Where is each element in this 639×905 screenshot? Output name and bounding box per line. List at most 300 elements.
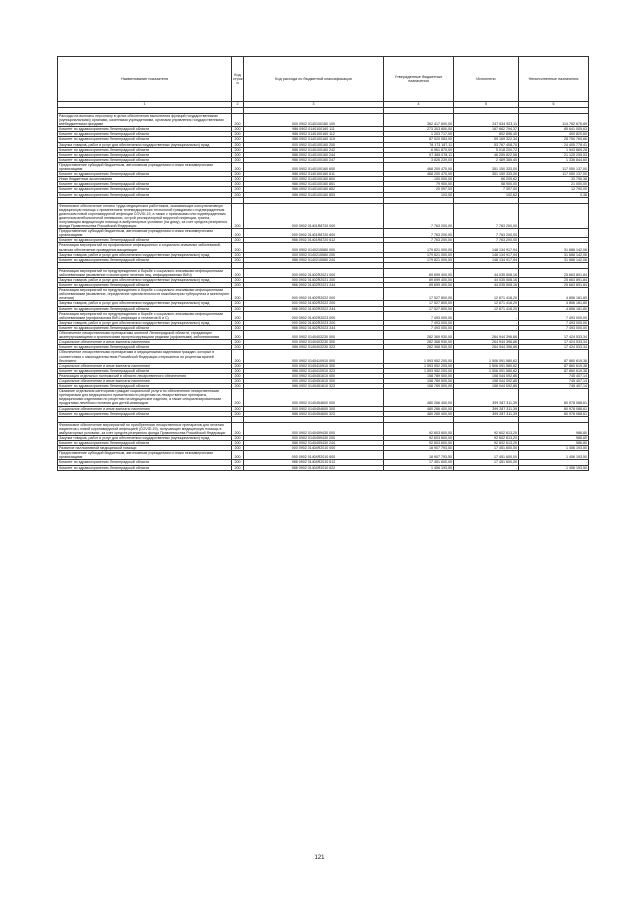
unexecuted-amount-cell: 87 860 619,38 <box>519 368 589 373</box>
unexecuted-amount-cell: 745 407,14 <box>519 384 589 389</box>
row-name-cell: Реализация мероприятий по предупреждению и борьбе с социально значимыми инфекционными заболеваниями (профилактика ВИЧ-инфекции и гепатитов В и С) <box>58 311 232 320</box>
budget-code-cell: 000 0902 01402R2022 200 <box>244 301 384 306</box>
table-row <box>58 229 589 238</box>
row-code-cell: 200 <box>232 422 244 435</box>
executed-amount-cell: 12 671 418,20 <box>454 306 519 311</box>
approved-amount-cell: 1 203 717,00 <box>384 132 454 137</box>
unexecuted-amount-cell: 986,80 <box>519 422 589 435</box>
row-code-cell: 200 <box>232 411 244 416</box>
budget-code-cell: 000 0902 0140454600 300 <box>244 406 384 411</box>
approved-amount-cell: 7 493 000,00 <box>384 325 454 330</box>
table-row <box>58 152 589 157</box>
column-number: 3 <box>244 102 384 108</box>
row-code-cell: 200 <box>232 278 244 283</box>
unexecuted-amount-cell: 745 407,14 <box>519 373 589 378</box>
row-name-cell: Комитет по здравоохранению Ленинградской области <box>58 460 232 465</box>
unexecuted-amount-cell: 117 050 137,00 <box>519 172 589 177</box>
approved-amount-cell: 92 603 600,00 <box>384 436 454 441</box>
executed-amount-cell: 148 134 917,94 <box>454 243 519 252</box>
column-header: Утвержденные бюджетные назначения <box>384 57 454 102</box>
row-name-cell: Иные бюджетные ассигнования <box>58 177 232 182</box>
row-name-cell: Комитет по здравоохранению Ленинградской области <box>58 147 232 152</box>
unexecuted-amount-cell: 12 790,00 <box>519 187 589 192</box>
executed-amount-cell: 351 150 333,00 <box>454 172 519 177</box>
approved-amount-cell: 282 368 930,00 <box>384 340 454 345</box>
table-row <box>58 114 589 127</box>
budget-code-cell: 000 0902 01401R8720 000 <box>244 203 384 229</box>
row-code-cell: 200 <box>232 436 244 441</box>
column-number: 5 <box>454 102 519 108</box>
budget-code-cell: 986 0902 01404R2010 622 <box>244 465 384 470</box>
row-code-cell: 200 <box>232 114 244 127</box>
row-name-cell: Комитет по здравоохранению Ленинградской области <box>58 384 232 389</box>
table-row <box>58 378 589 383</box>
executed-amount-cell: - <box>454 311 519 320</box>
column-number: 4 <box>384 102 454 108</box>
approved-amount-cell: 480 265 400,00 <box>384 411 454 416</box>
unexecuted-amount-cell: 25 663 891,84 <box>519 278 589 283</box>
row-code-cell: 200 <box>232 257 244 262</box>
table-row <box>58 411 589 416</box>
table-row <box>58 268 589 277</box>
row-code-cell: 200 <box>232 378 244 383</box>
unexecuted-amount-cell: 31 686 142,06 <box>519 257 589 262</box>
approved-amount-cell: 158 789 500,00 <box>384 373 454 378</box>
executed-amount-cell: 44 035 508,16 <box>454 268 519 277</box>
budget-code-cell: 000 0902 0140451610 000 <box>244 373 384 378</box>
unexecuted-amount-cell: - <box>519 203 589 229</box>
approved-amount-cell: 179 821 000,00 <box>384 252 454 257</box>
table-row <box>58 451 589 460</box>
budget-code-cell: 000 0902 01404R2010 000 <box>244 446 384 451</box>
budget-code-cell: 000 0902 01402R2023 000 <box>244 311 384 320</box>
executed-amount-cell: - <box>454 465 519 470</box>
row-name-cell: Комитет по здравоохранению Ленинградской области <box>58 283 232 288</box>
unexecuted-amount-cell: 7 493 000,00 <box>519 311 589 320</box>
row-name-cell: Комитет по здравоохранению Ленинградской области <box>58 368 232 373</box>
executed-amount-cell: 17 451 600,00 <box>454 460 519 465</box>
approved-amount-cell: 103,00 <box>384 192 454 197</box>
executed-amount-cell: 46 259 822,58 <box>454 152 519 157</box>
budget-code-cell: 986 0902 01401R8720 612 <box>244 238 384 243</box>
table-row <box>58 389 589 406</box>
approved-amount-cell: 18 907 793,50 <box>384 451 454 460</box>
table-row <box>58 363 589 368</box>
executed-amount-cell: 7 307,00 <box>454 187 519 192</box>
row-name-cell: Комитет по здравоохранению Ленинградской области <box>58 157 232 162</box>
row-name-cell: Закупка товаров, работ и услуг для обеспечения государственных (муниципальных) нужд <box>58 436 232 441</box>
row-code-cell: 200 <box>232 340 244 345</box>
column-number: 1 <box>58 102 232 108</box>
budget-code-cell: 986 0902 0140100160 247 <box>244 157 384 162</box>
table-row <box>58 203 589 229</box>
table-row <box>58 142 589 147</box>
executed-amount-cell: 351 150 333,00 <box>454 162 519 171</box>
executed-amount-cell: 1 506 091 580,62 <box>454 350 519 363</box>
budget-code-cell: 986 0902 0140215580 244 <box>244 257 384 262</box>
executed-amount-cell: 399 287 311,39 <box>454 406 519 411</box>
unexecuted-amount-cell: 85 641 005,63 <box>519 127 589 132</box>
row-name-cell: Финансовое обеспечение оплаты труда медицинских работников, оказывающих консультативную медицинскую помощь с применением телемедицинских технологий гражданам с подтвержденным диагнозом новой коронавирусной инфекции COVID-19, а также с признаками или подтвержденным диагнозом внебольничной пневмонии, острой респираторной вирусной инфекции, гриппа, получающим медицинскую помощь в амбулаторных условиях (на дому), за счет средств резервного фонда Правительства Российской Федерации <box>58 203 232 229</box>
unexecuted-amount-cell: 87 860 619,38 <box>519 363 589 368</box>
executed-amount-cell: 66 209,62 <box>454 177 519 182</box>
budget-code-cell: 986 0902 0140100160 244 <box>244 152 384 157</box>
row-code-cell: 200 <box>232 187 244 192</box>
row-name-cell: Обеспечение лекарственными препаратами жителей Ленинградской области, страдающих жизнеугрожающими и хроническими прогрессирующими редкими (орфанными) заболеваниями <box>58 331 232 340</box>
table-row <box>58 187 589 192</box>
table-row <box>58 243 589 252</box>
approved-amount-cell: 362 417 600,00 <box>384 114 454 127</box>
table-row <box>58 257 589 262</box>
approved-amount-cell: 158 789 500,00 <box>384 378 454 383</box>
approved-amount-cell: 1 593 952 200,00 <box>384 368 454 373</box>
row-code-cell: 200 <box>232 137 244 142</box>
unexecuted-amount-cell: 745 407,14 <box>519 378 589 383</box>
row-name-cell: Предоставление субсидий бюджетным, автономным учреждениям и иным некоммерческим организациям <box>58 451 232 460</box>
table-row <box>58 278 589 283</box>
unexecuted-amount-cell: 986,80 <box>519 436 589 441</box>
row-code-cell: 200 <box>232 192 244 197</box>
row-code-cell: 200 <box>232 306 244 311</box>
table-row <box>58 441 589 446</box>
budget-code-cell: 986 0902 0140403230 323 <box>244 345 384 350</box>
budget-code-cell: 000 0902 0140100160 800 <box>244 177 384 182</box>
budget-code-cell: 000 0902 0140459430 000 <box>244 422 384 435</box>
unexecuted-amount-cell: 400 820,60 <box>519 132 589 137</box>
executed-amount-cell: 158 044 092,86 <box>454 378 519 383</box>
approved-amount-cell: 69 699 400,00 <box>384 283 454 288</box>
unexecuted-amount-cell: 1 456 193,50 <box>519 451 589 460</box>
row-code-cell: 200 <box>232 203 244 229</box>
row-name-cell: Социальное обеспечение и иные выплаты населению <box>58 363 232 368</box>
row-code-cell: 200 <box>232 350 244 363</box>
approved-amount-cell: 7 763 200,00 <box>384 203 454 229</box>
budget-code-cell: 000 0902 0140451610 300 <box>244 378 384 383</box>
unexecuted-amount-cell: 986,80 <box>519 441 589 446</box>
budget-code-cell: 986 0902 0140100160 852 <box>244 187 384 192</box>
budget-code-cell: 986 0902 0140100160 119 <box>244 137 384 142</box>
executed-amount-cell: 44 035 508,16 <box>454 278 519 283</box>
executed-amount-cell: - <box>454 325 519 330</box>
row-name-cell: Реализация мероприятий по предупреждению и борьбе с социально значимыми инфекционными заболеваниями (выявление и мониторинг лечения лиц, инфицированных ВИЧ) <box>58 268 232 277</box>
unexecuted-amount-cell: 21 000,00 <box>519 182 589 187</box>
row-code-cell: 200 <box>232 177 244 182</box>
row-code-cell: 200 <box>232 252 244 257</box>
row-code-cell: 200 <box>232 363 244 368</box>
row-name-cell: Комитет по здравоохранению Ленинградской области <box>58 306 232 311</box>
budget-code-cell: 986 0902 01402R2021 244 <box>244 283 384 288</box>
unexecuted-amount-cell: 1 456 193,50 <box>519 465 589 470</box>
column-header: Неисполненные назначения <box>519 57 589 102</box>
executed-amount-cell: 92 602 613,20 <box>454 441 519 446</box>
unexecuted-amount-cell: 1 336 844,60 <box>519 157 589 162</box>
row-name-cell: Социальное обеспечение и иные выплаты населению <box>58 378 232 383</box>
row-name-cell: Реализация мероприятий по предупреждению и борьбе с социально значимыми инфекционными заболеваниями (выявление, определение чувствительности микобактерии туберкулеза и мониторинг лечения) <box>58 288 232 301</box>
unexecuted-amount-cell: 17 424 533,34 <box>519 340 589 345</box>
table-row <box>58 157 589 162</box>
approved-amount-cell: 179 821 000,00 <box>384 243 454 252</box>
row-name-cell: Социальное обеспечение и иные выплаты населению <box>58 340 232 345</box>
executed-amount-cell: 102,62 <box>454 192 519 197</box>
unexecuted-amount-cell: 24 405 778,41 <box>519 142 589 147</box>
row-name-cell: Комитет по здравоохранению Ленинградской области <box>58 172 232 177</box>
table-row <box>58 465 589 470</box>
row-code-cell: 200 <box>232 288 244 301</box>
budget-code-cell: 000 0902 01402R2023 200 <box>244 320 384 325</box>
approved-amount-cell: 17 527 800,00 <box>384 306 454 311</box>
row-code-cell: 200 <box>232 142 244 147</box>
table-row <box>58 384 589 389</box>
executed-amount-cell: 92 602 613,20 <box>454 422 519 435</box>
row-name-cell: Комитет по здравоохранению Ленинградской области <box>58 192 232 197</box>
row-name-cell: Комитет по здравоохранению Ленинградской области <box>58 325 232 330</box>
budget-code-cell: 986 0902 0140100160 112 <box>244 132 384 137</box>
row-name-cell: Реализация мероприятий по профилактике инфекционных и социально-значимых заболеваний, включая обеспечение проведения вакцинации <box>58 243 232 252</box>
approved-amount-cell: 17 527 800,00 <box>384 301 454 306</box>
budget-code-cell: 986 0902 0140451610 323 <box>244 384 384 389</box>
budget-code-cell: 000 0902 0140410910 300 <box>244 363 384 368</box>
approved-amount-cell: 69 699 400,00 <box>384 268 454 277</box>
row-code-cell: 200 <box>232 301 244 306</box>
table-row <box>58 306 589 311</box>
table-header-row <box>58 57 589 102</box>
executed-amount-cell: 58 900,00 <box>454 182 519 187</box>
unexecuted-amount-cell: - <box>519 229 589 238</box>
budget-code-cell: 000 0902 0140215580 200 <box>244 252 384 257</box>
table-row <box>58 368 589 373</box>
budget-code-cell: 986 0902 01402R2023 244 <box>244 325 384 330</box>
unexecuted-amount-cell: 80 978 088,61 <box>519 389 589 406</box>
budget-code-cell: 000 0902 01401R8720 600 <box>244 229 384 238</box>
row-code-cell: 200 <box>232 406 244 411</box>
unexecuted-amount-cell: 7 493 000,00 <box>519 320 589 325</box>
row-code-cell: 200 <box>232 157 244 162</box>
table-row <box>58 132 589 137</box>
table-row <box>58 162 589 171</box>
budget-code-cell: 986 0902 0140410910 323 <box>244 368 384 373</box>
row-name-cell: Комитет по здравоохранению Ленинградской области <box>58 187 232 192</box>
row-code-cell: 200 <box>232 238 244 243</box>
table-row <box>58 406 589 411</box>
budget-code-cell: 986 0902 0140100160 111 <box>244 127 384 132</box>
table-row <box>58 301 589 306</box>
executed-amount-cell: 1 506 091 580,62 <box>454 368 519 373</box>
unexecuted-amount-cell: 4 856 181,80 <box>519 288 589 301</box>
budget-code-cell: 986 0902 0140100160 853 <box>244 192 384 197</box>
table-row <box>58 238 589 243</box>
table-row <box>58 283 589 288</box>
unexecuted-amount-cell: 4 856 181,80 <box>519 301 589 306</box>
unexecuted-amount-cell: 1 943 669,28 <box>519 147 589 152</box>
budget-code-cell: 000 0902 0140410910 000 <box>244 350 384 363</box>
table-row <box>58 345 589 350</box>
unexecuted-amount-cell: 33 790,38 <box>519 177 589 182</box>
approved-amount-cell: 7 763 200,00 <box>384 229 454 238</box>
row-code-cell: 200 <box>232 182 244 187</box>
row-name-cell: Предоставление субсидий бюджетным, автономным учреждениям и иным некоммерческим организациям <box>58 162 232 171</box>
table-row <box>58 311 589 320</box>
row-code-cell: 200 <box>232 243 244 252</box>
row-code-cell: 200 <box>232 389 244 406</box>
approved-amount-cell: 92 603 600,00 <box>384 441 454 446</box>
approved-amount-cell: 480 266 400,00 <box>384 389 454 406</box>
unexecuted-amount-cell: 21 125 255,53 <box>519 152 589 157</box>
budget-code-cell: 000 0902 0140215580 000 <box>244 243 384 252</box>
row-name-cell: Социальное обеспечение и иные выплаты населению <box>58 406 232 411</box>
row-code-cell: 200 <box>232 331 244 340</box>
table-row <box>58 436 589 441</box>
row-name-cell: Комитет по здравоохранению Ленинградской области <box>58 411 232 416</box>
row-code-cell: 200 <box>232 325 244 330</box>
budget-code-cell: 000 0902 0140100160 200 <box>244 142 384 147</box>
budget-code-cell: 000 0902 0140403230 300 <box>244 340 384 345</box>
row-name-cell: Комитет по здравоохранению Ленинградской области <box>58 137 232 142</box>
approved-amount-cell: 67 385 078,11 <box>384 152 454 157</box>
unexecuted-amount-cell: 114 782 676,89 <box>519 114 589 127</box>
approved-amount-cell: 100 000,00 <box>384 177 454 182</box>
table-row <box>58 460 589 465</box>
row-code-cell: 200 <box>232 127 244 132</box>
approved-amount-cell: 1 456 193,50 <box>384 465 454 470</box>
row-code-cell: 200 <box>232 373 244 378</box>
budget-code-cell: 986 0902 01404R2010 612 <box>244 460 384 465</box>
row-code-cell: 200 <box>232 320 244 325</box>
row-code-cell: 200 <box>232 384 244 389</box>
row-code-cell: 200 <box>232 283 244 288</box>
row-name-cell: Комитет по здравоохранению Ленинградской области <box>58 238 232 243</box>
approved-amount-cell: 1 593 952 200,00 <box>384 350 454 363</box>
executed-amount-cell: 92 602 613,20 <box>454 436 519 441</box>
budget-code-cell: 000 0902 0140459430 200 <box>244 436 384 441</box>
approved-amount-cell: 480 266 400,00 <box>384 406 454 411</box>
row-name-cell: Финансовое обеспечение мероприятий по приобретению лекарственных препаратов для лечения пациентов с новой коронавирусной инфекцией (COVID-19), получающих медицинскую помощь в амбулаторных условиях, за счет средств резервного фонда Правительства Российской Федерации <box>58 422 232 435</box>
row-code-cell: 200 <box>232 268 244 277</box>
table-row <box>58 340 589 345</box>
column-number: 2 <box>232 102 244 108</box>
row-code-cell: 200 <box>232 147 244 152</box>
column-header: Код расхода по бюджетной классификации <box>244 57 384 102</box>
budget-code-cell: 000 0902 01402R2021 000 <box>244 268 384 277</box>
unexecuted-amount-cell: 17 424 533,34 <box>519 345 589 350</box>
unexecuted-amount-cell: 25 663 891,84 <box>519 283 589 288</box>
row-name-cell: Расходы на выплаты персоналу в целях обеспечения выполнения функций государственными (муниципальными) органами, казенными учреждениями, органами управления государственными внебюджетными фондами <box>58 114 232 127</box>
row-name-cell: Предоставление субсидий бюджетным, автономным учреждениям и иным некоммерческим организациям <box>58 229 232 238</box>
row-code-cell: 200 <box>232 229 244 238</box>
executed-amount-cell: 148 134 917,94 <box>454 252 519 257</box>
executed-amount-cell: 44 035 508,16 <box>454 283 519 288</box>
executed-amount-cell: 1 506 091 580,62 <box>454 363 519 368</box>
table-row <box>58 172 589 177</box>
row-name-cell: Комитет по здравоохранению Ленинградской области <box>58 182 232 187</box>
budget-code-cell: 986 0902 0140100160 851 <box>244 182 384 187</box>
unexecuted-amount-cell: 4 856 181,80 <box>519 306 589 311</box>
unexecuted-amount-cell: 0,38 <box>519 192 589 197</box>
unexecuted-amount-cell: 17 424 533,34 <box>519 331 589 340</box>
budget-code-cell: 986 0902 0140459430 244 <box>244 441 384 446</box>
executed-amount-cell: 802 896,40 <box>454 132 519 137</box>
approved-amount-cell: 79 900,00 <box>384 182 454 187</box>
budget-code-cell: 986 0902 0140454600 323 <box>244 411 384 416</box>
executed-amount-cell: 12 671 418,20 <box>454 288 519 301</box>
row-name-cell: Обеспечение лекарственными препаратами и медицинскими изделиями граждан, которые в соответствии с законодательством Российской Федерации отпускаются по рецептам врачей бесплатно <box>58 350 232 363</box>
row-code-cell: 200 <box>232 446 244 451</box>
row-code-cell: 200 <box>232 152 244 157</box>
approved-amount-cell: 6 961 870,00 <box>384 147 454 152</box>
budget-code-cell: 000 0902 01404R2010 600 <box>244 451 384 460</box>
executed-amount-cell: 148 134 917,94 <box>454 257 519 262</box>
unexecuted-amount-cell: 31 686 142,06 <box>519 243 589 252</box>
executed-amount-cell: 264 944 396,66 <box>454 340 519 345</box>
executed-amount-cell: 247 634 923,11 <box>454 114 519 127</box>
table-row <box>58 252 589 257</box>
approved-amount-cell: 17 451 600,00 <box>384 460 454 465</box>
table-row <box>58 350 589 363</box>
unexecuted-amount-cell: 25 663 891,84 <box>519 268 589 277</box>
budget-code-cell: 000 0902 01402R2021 200 <box>244 278 384 283</box>
approved-amount-cell: 7 763 200,00 <box>384 238 454 243</box>
table-body <box>58 108 589 471</box>
column-header: Наименование показателя <box>58 57 232 102</box>
row-name-cell: Комитет по здравоохранению Ленинградской области <box>58 152 232 157</box>
table-row <box>58 331 589 340</box>
executed-amount-cell: 5 018 200,72 <box>454 147 519 152</box>
row-name-cell: Оказание отдельным категориям граждан социальной услуги по обеспечению лекарственными препаратами для медицинского применения по рецептам на лекарственные препараты, медицинскими изделиями по рецептам на медицинские изделия, а также специализированными продуктами лечебного питания для детей-инвалидов <box>58 389 232 406</box>
unexecuted-amount-cell: 80 978 088,61 <box>519 411 589 416</box>
executed-amount-cell: 158 044 092,86 <box>454 384 519 389</box>
table-row <box>58 127 589 132</box>
row-name-cell: Реализация отдельных полномочий в области лекарственного обеспечения <box>58 373 232 378</box>
executed-amount-cell: 17 451 600,00 <box>454 446 519 451</box>
approved-amount-cell: 92 603 600,00 <box>384 422 454 435</box>
unexecuted-amount-cell: 80 978 088,61 <box>519 406 589 411</box>
executed-amount-cell: 7 763 200,00 <box>454 229 519 238</box>
executed-amount-cell: 53 767 408,70 <box>454 142 519 147</box>
row-name-cell: Закупка товаров, работ и услуг для обеспечения государственных (муниципальных) нужд <box>58 142 232 147</box>
approved-amount-cell: 7 493 000,00 <box>384 311 454 320</box>
approved-amount-cell: 7 493 000,00 <box>384 320 454 325</box>
row-name-cell: Развитие паллиативной медицинской помощи <box>58 446 232 451</box>
column-number: 6 <box>519 102 589 108</box>
row-code-cell: 200 <box>232 451 244 460</box>
executed-amount-cell: 12 671 418,20 <box>454 301 519 306</box>
executed-amount-cell: 399 287 311,39 <box>454 411 519 416</box>
budget-code-cell: 000 0902 0140403230 000 <box>244 331 384 340</box>
table-row <box>58 182 589 187</box>
approved-amount-cell: 158 789 500,00 <box>384 384 454 389</box>
approved-amount-cell: 282 368 930,00 <box>384 345 454 350</box>
budget-code-cell: 000 0902 01402R2022 000 <box>244 288 384 301</box>
row-name-cell: Закупка товаров, работ и услуг для обеспечения государственных (муниципальных) нужд <box>58 252 232 257</box>
executed-amount-cell: 158 044 092,86 <box>454 373 519 378</box>
unexecuted-amount-cell: 28 750 760,66 <box>519 137 589 142</box>
table-row <box>58 192 589 197</box>
table-row <box>58 137 589 142</box>
row-code-cell: 200 <box>232 465 244 470</box>
row-name-cell: Комитет по здравоохранению Ленинградской области <box>58 441 232 446</box>
row-code-cell: 200 <box>232 311 244 320</box>
row-code-cell: 200 <box>232 441 244 446</box>
approved-amount-cell: 18 907 793,50 <box>384 446 454 451</box>
unexecuted-amount-cell: - <box>519 460 589 465</box>
budget-execution-table <box>57 56 589 471</box>
executed-amount-cell: 264 944 396,66 <box>454 331 519 340</box>
unexecuted-amount-cell: - <box>519 238 589 243</box>
row-name-cell: Комитет по здравоохранению Ленинградской области <box>58 127 232 132</box>
row-name-cell: Закупка товаров, работ и услуг для обеспечения государственных (муниципальных) нужд <box>58 278 232 283</box>
approved-amount-cell: 468 200 470,00 <box>384 172 454 177</box>
budget-code-cell: 000 0902 0140454600 000 <box>244 389 384 406</box>
unexecuted-amount-cell: 7 493 000,00 <box>519 325 589 330</box>
